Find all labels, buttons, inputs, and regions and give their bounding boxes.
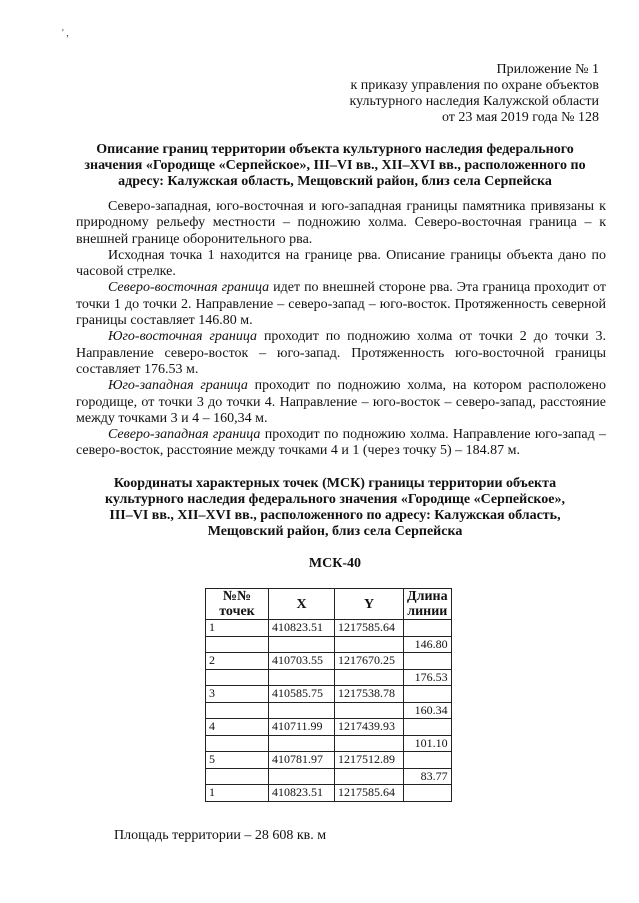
cell-y bbox=[335, 702, 404, 719]
italic-heading: Юго-восточная граница bbox=[108, 329, 258, 345]
cell-line-length: 101.10 bbox=[404, 735, 452, 752]
msk-label: МСК-40 bbox=[308, 556, 362, 571]
cell-x: 410585.75 bbox=[269, 686, 335, 703]
cell-point-number: 3 bbox=[206, 686, 269, 703]
coordinates-table bbox=[205, 588, 452, 802]
title-line: культурного наследия федерального значения «Городище «Серпейское», bbox=[104, 492, 566, 507]
table-row bbox=[206, 702, 452, 719]
title-line: Мещовский район, близ села Серпейска bbox=[207, 524, 463, 539]
cell-y: 1217439.93 bbox=[335, 719, 404, 736]
header-x: X bbox=[269, 589, 335, 620]
table-header-row bbox=[206, 589, 452, 620]
paragraph-text: идет по внешней стороне рва. Эта граница проходит от точки 1 до точки 2. Направление – северо-запад – юго-восток. Протяженность северной границы составляет 146.80 м. bbox=[76, 280, 606, 329]
appendix-line: от 23 мая 2019 года № 128 bbox=[441, 110, 599, 125]
header-line-length: Длина линии bbox=[404, 589, 452, 620]
cell-point-number bbox=[206, 636, 269, 653]
title-line: значения «Городище «Серпейское», III–VI вв., XII–XVI вв., расположенного по bbox=[84, 158, 586, 173]
appendix-line: Приложение № 1 bbox=[496, 62, 599, 77]
cell-point-number: 1 bbox=[206, 620, 269, 637]
table-row bbox=[206, 719, 452, 736]
paragraph-text: проходит по подножию холма от точки 2 до точки 3. Направление северо-восток – юго-запад. Протяженность юго-восточной границы составляет 176.53 м. bbox=[76, 329, 607, 377]
cell-line-length: 83.77 bbox=[404, 768, 452, 785]
table-row bbox=[206, 785, 452, 802]
italic-heading: Северо-восточная граница bbox=[108, 280, 270, 296]
cell-x: 410823.51 bbox=[269, 785, 335, 802]
appendix-line: культурного наследия Калужской области bbox=[349, 94, 599, 109]
italic-heading: Юго-западная граница bbox=[108, 378, 248, 394]
table-row bbox=[206, 752, 452, 769]
table-row bbox=[206, 735, 452, 752]
cell-line-length bbox=[404, 653, 452, 670]
area-text: Площадь территории – 28 608 кв. м bbox=[114, 828, 327, 843]
cell-y bbox=[335, 735, 404, 752]
cell-y bbox=[335, 669, 404, 686]
cell-line-length bbox=[404, 620, 452, 637]
header-y: Y bbox=[335, 589, 404, 620]
cell-line-length: 176.53 bbox=[404, 669, 452, 686]
document-title bbox=[60, 142, 610, 190]
cell-x: 410703.55 bbox=[269, 653, 335, 670]
italic-heading: Северо-западная граница bbox=[108, 427, 261, 443]
cell-line-length: 146.80 bbox=[404, 636, 452, 653]
appendix-header bbox=[350, 62, 599, 126]
table-row bbox=[206, 653, 452, 670]
table-row bbox=[206, 620, 452, 637]
paragraph: Исходная точка 1 находится на границе рва. Описание границы объекта дано по часовой стрелке. bbox=[76, 247, 606, 280]
coordinates-title bbox=[60, 476, 610, 540]
cell-y: 1217538.78 bbox=[335, 686, 404, 703]
title-line: Координаты характерных точек (МСК) границы территории объекта bbox=[113, 476, 557, 491]
cell-point-number bbox=[206, 768, 269, 785]
paragraph-text: проходит по подножию холма. Направление юго-запад – северо-восток, расстояние между точками 4 и 1 (через точку 5) – 184.87 м. bbox=[76, 427, 606, 459]
table-row bbox=[206, 686, 452, 703]
cell-point-number: 1 bbox=[206, 785, 269, 802]
cell-x: 410711.99 bbox=[269, 719, 335, 736]
title-line: адресу: Калужская область, Мещовский район, близ села Серпейска bbox=[118, 174, 552, 189]
cell-x bbox=[269, 702, 335, 719]
table-row bbox=[206, 768, 452, 785]
paragraph bbox=[76, 329, 606, 378]
cell-y bbox=[335, 636, 404, 653]
cell-point-number: 2 bbox=[206, 653, 269, 670]
scan-mark: ' , bbox=[62, 28, 69, 39]
cell-y: 1217512.89 bbox=[335, 752, 404, 769]
cell-line-length bbox=[404, 719, 452, 736]
cell-y: 1217585.64 bbox=[335, 620, 404, 637]
cell-point-number bbox=[206, 735, 269, 752]
cell-line-length bbox=[404, 752, 452, 769]
cell-x bbox=[269, 735, 335, 752]
paragraph: Северо-западная, юго-восточная и юго-западная границы памятника привязаны к природному рельефу местности – подножию холма. Северо-восточная граница – к внешней границе оборонительного рва. bbox=[76, 199, 606, 247]
cell-y: 1217585.64 bbox=[335, 785, 404, 802]
cell-point-number: 4 bbox=[206, 719, 269, 736]
title-line: Описание границ территории объекта культурного наследия федерального bbox=[96, 142, 574, 157]
cell-x bbox=[269, 768, 335, 785]
cell-line-length: 160.34 bbox=[404, 702, 452, 719]
cell-y: 1217670.25 bbox=[335, 653, 404, 670]
cell-x: 410823.51 bbox=[269, 620, 335, 637]
description-body bbox=[76, 199, 606, 460]
cell-point-number bbox=[206, 669, 269, 686]
cell-x bbox=[269, 636, 335, 653]
title-line: III–VI вв., XII–XVI вв., расположенного по адресу: Калужская область, bbox=[109, 508, 561, 523]
paragraph bbox=[76, 427, 606, 460]
cell-y bbox=[335, 768, 404, 785]
table-row bbox=[206, 669, 452, 686]
appendix-line: к приказу управления по охране объектов bbox=[350, 78, 599, 93]
cell-point-number: 5 bbox=[206, 752, 269, 769]
cell-line-length bbox=[404, 686, 452, 703]
cell-point-number bbox=[206, 702, 269, 719]
header-point-number: №№ точек bbox=[206, 589, 269, 620]
cell-x: 410781.97 bbox=[269, 752, 335, 769]
paragraph bbox=[76, 378, 606, 427]
paragraph bbox=[76, 280, 606, 329]
table-row bbox=[206, 636, 452, 653]
cell-line-length bbox=[404, 785, 452, 802]
cell-x bbox=[269, 669, 335, 686]
paragraph-text: проходит по подножию холма, на котором расположено городище, от точки 3 до точки 4. Направление – юго-восток – северо-запад, расстояние между точками 3 и 4 – 160,34 м. bbox=[76, 378, 606, 426]
